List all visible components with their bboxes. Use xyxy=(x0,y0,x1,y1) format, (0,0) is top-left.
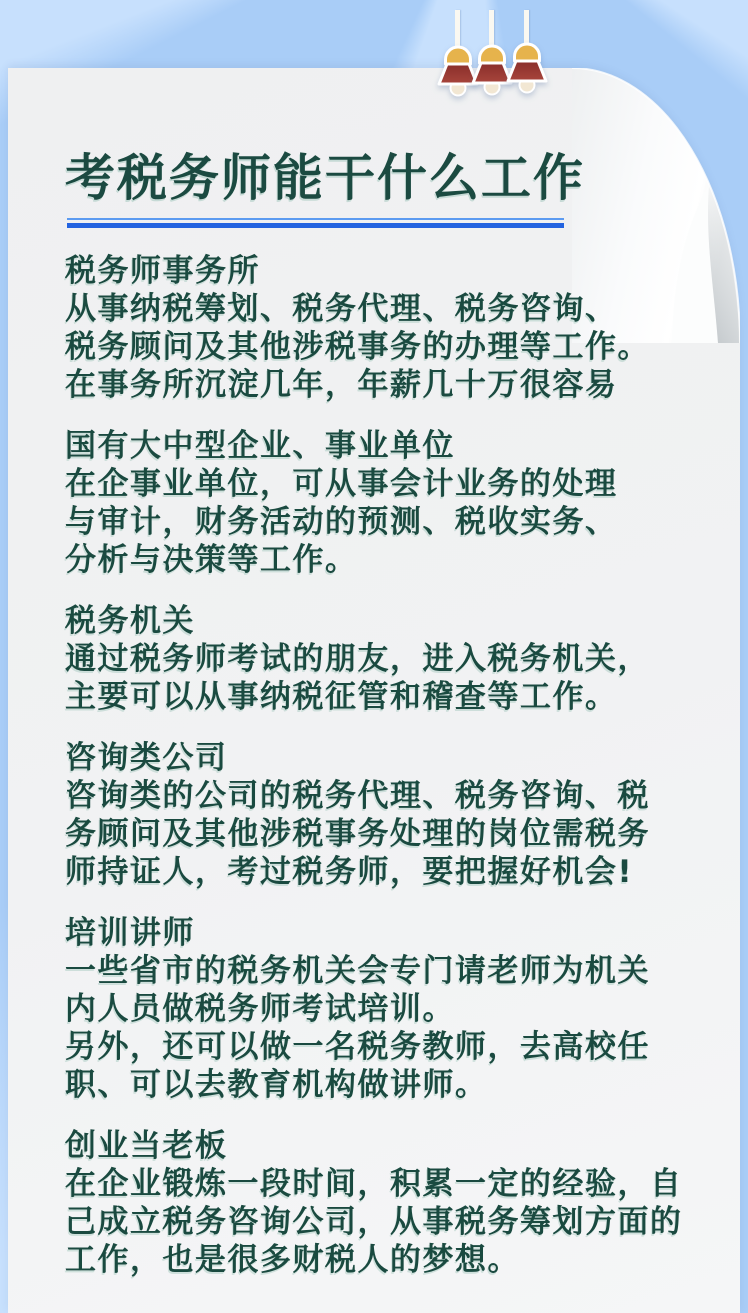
lamp-icon xyxy=(504,41,550,95)
lamp-string xyxy=(524,10,529,43)
section-heading: 创业当老板 xyxy=(65,1128,228,1164)
section-heading: 培训讲师 xyxy=(65,915,195,951)
content-card xyxy=(8,68,740,1313)
section-line: 务顾问及其他涉税事务处理的岗位需税务 xyxy=(65,816,650,852)
section-line: 内人员做税务师考试培训。 xyxy=(65,991,455,1027)
section-state-enterprise xyxy=(65,427,685,579)
section-line: 与审计，财务活动的预测、税收实务、 xyxy=(65,504,618,540)
lamp-string xyxy=(489,10,494,45)
section-line: 在企业锻炼一段时间，积累一定的经验，自 xyxy=(65,1166,683,1202)
hanging-lamps xyxy=(430,0,560,100)
section-heading: 税务师事务所 xyxy=(65,253,260,289)
title-underline-thick xyxy=(67,223,564,228)
section-line: 咨询类的公司的税务代理、税务咨询、税 xyxy=(65,778,650,814)
section-line: 工作，也是很多财税人的梦想。 xyxy=(65,1242,520,1278)
section-trainer xyxy=(65,914,685,1104)
section-line: 一些省市的税务机关会专门请老师为机关 xyxy=(65,953,650,989)
body-text xyxy=(65,252,685,1279)
section-heading: 税务机关 xyxy=(65,603,195,639)
section-line: 师持证人，考过税务师，要把握好机会! xyxy=(65,854,634,890)
section-line: 另外，还可以做一名税务教师，去高校任 xyxy=(65,1029,650,1065)
title-underline xyxy=(67,218,564,228)
section-consulting-company xyxy=(65,739,685,891)
page-title: 考税务师能干什么工作 xyxy=(65,149,585,207)
section-heading: 国有大中型企业、事业单位 xyxy=(65,428,455,464)
section-line: 己成立税务咨询公司，从事税务筹划方面的 xyxy=(65,1204,683,1240)
section-line: 职、可以去教育机构做讲师。 xyxy=(65,1067,488,1103)
section-line: 从事纳税筹划、税务代理、税务咨询、 xyxy=(65,291,618,327)
section-heading: 咨询类公司 xyxy=(65,740,228,776)
section-tax-authority xyxy=(65,602,685,716)
section-line: 主要可以从事纳税征管和稽查等工作。 xyxy=(65,679,618,715)
title-underline-thin xyxy=(67,218,564,220)
section-entrepreneur xyxy=(65,1127,685,1279)
section-line: 税务顾问及其他涉税事务的办理等工作。 xyxy=(65,329,650,365)
lamp-string xyxy=(455,10,460,46)
section-line: 通过税务师考试的朋友，进入税务机关， xyxy=(65,641,650,677)
section-line: 在企事业单位，可从事会计业务的处理 xyxy=(65,466,618,502)
section-line: 在事务所沉淀几年，年薪几十万很容易 xyxy=(65,367,618,403)
section-line: 分析与决策等工作。 xyxy=(65,542,358,578)
section-tax-firm xyxy=(65,252,685,404)
